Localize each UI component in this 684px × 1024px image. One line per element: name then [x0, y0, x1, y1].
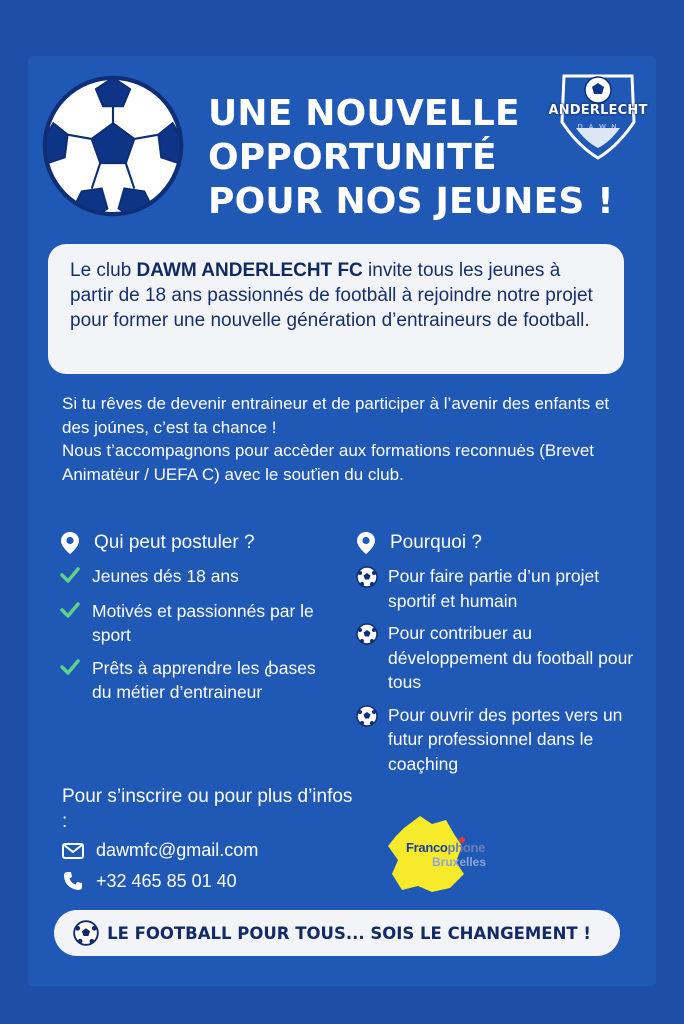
who-heading-text: Qui peut postuler ? [94, 532, 255, 553]
title-line: POUR NOS JEUNES ! [208, 181, 614, 222]
check-icon [60, 564, 82, 591]
list-item-text: Pour ouvrir des portes vers un futur professionnel dans le coaçhing [388, 704, 623, 774]
why-section [356, 528, 646, 776]
phone-link[interactable]: +32 465 85 01 40 [96, 870, 237, 891]
soccer-ball-icon [42, 75, 184, 217]
list-item-text: Pour contribuer au développement du football pour tous [388, 623, 634, 692]
soccer-ball-icon [356, 621, 378, 695]
who-heading [60, 528, 340, 558]
slogan-banner [54, 910, 620, 956]
slogan-text: LE FOOTBALL POUR TOUS... SOIS LE CHANGEMENT ! [107, 923, 591, 943]
list-item [60, 656, 340, 705]
why-heading-text: Pourquoi ? [390, 532, 482, 553]
partner-name-faded: phone [447, 840, 486, 855]
list-item [60, 564, 340, 591]
email-row[interactable] [62, 840, 258, 861]
description-paragraph [62, 392, 632, 486]
why-heading [356, 528, 646, 558]
phone-icon [62, 870, 84, 892]
crest-sublabel: D.A.W.N [577, 124, 619, 131]
list-item-text: Motivés et passionnés par le sport [92, 600, 314, 645]
partner-city: Bruxelles [432, 855, 487, 869]
club-name: DAWM ANDERLECHT FC [136, 260, 363, 281]
crest-label: ANDERLECHT [548, 103, 648, 118]
envelope-icon [62, 843, 84, 859]
contact-title: Pour s’inscrire ou pour plus d’infos : [62, 786, 353, 832]
phone-row[interactable] [62, 870, 237, 892]
list-item [356, 703, 646, 777]
soccer-ball-icon [73, 920, 99, 946]
partner-name [406, 840, 485, 855]
list-item [60, 599, 340, 648]
intro-prefix: Le club [70, 260, 137, 281]
soccer-ball-icon [356, 564, 378, 613]
title-line: OPPORTUNITÉ [208, 137, 497, 178]
intro-text: invite tous les jeunes à partir de 18 ans passionnés de footbàll à rejoindre notre projet pour former une nouvelle génération d’entraineurs de football. [70, 260, 593, 331]
check-icon [60, 599, 82, 648]
check-icon [60, 656, 82, 705]
location-pin-icon [60, 531, 80, 555]
soccer-ball-icon [356, 703, 378, 777]
title-line: UNE NOUVELLE [208, 93, 520, 134]
list-item-text: Prêts à apprendre les ꞗases du métier d’entraineur [92, 657, 316, 702]
list-item-text: Jeunes dés 18 ans [92, 566, 239, 586]
description-line: Si tu rêves de devenir entraineur et de participer à l’avenir des enfants et des joúnes, c’est ta chance ! [62, 394, 610, 437]
email-link[interactable]: dawmfc@gmail.com [96, 840, 259, 860]
partner-name-bold: Franco [406, 840, 448, 855]
location-pin-icon [356, 531, 376, 555]
list-item [356, 621, 646, 695]
list-item-text: Pour faire partie d’un projet sportif et humain [388, 566, 600, 611]
intro-card [48, 244, 624, 374]
who-section [60, 528, 340, 705]
list-item [356, 564, 646, 613]
description-line: Nous t’accompagnons pour accèder aux formations reconnuės (Brevet Animatėur / UEFA C) avec le souťien du club. [62, 441, 595, 484]
